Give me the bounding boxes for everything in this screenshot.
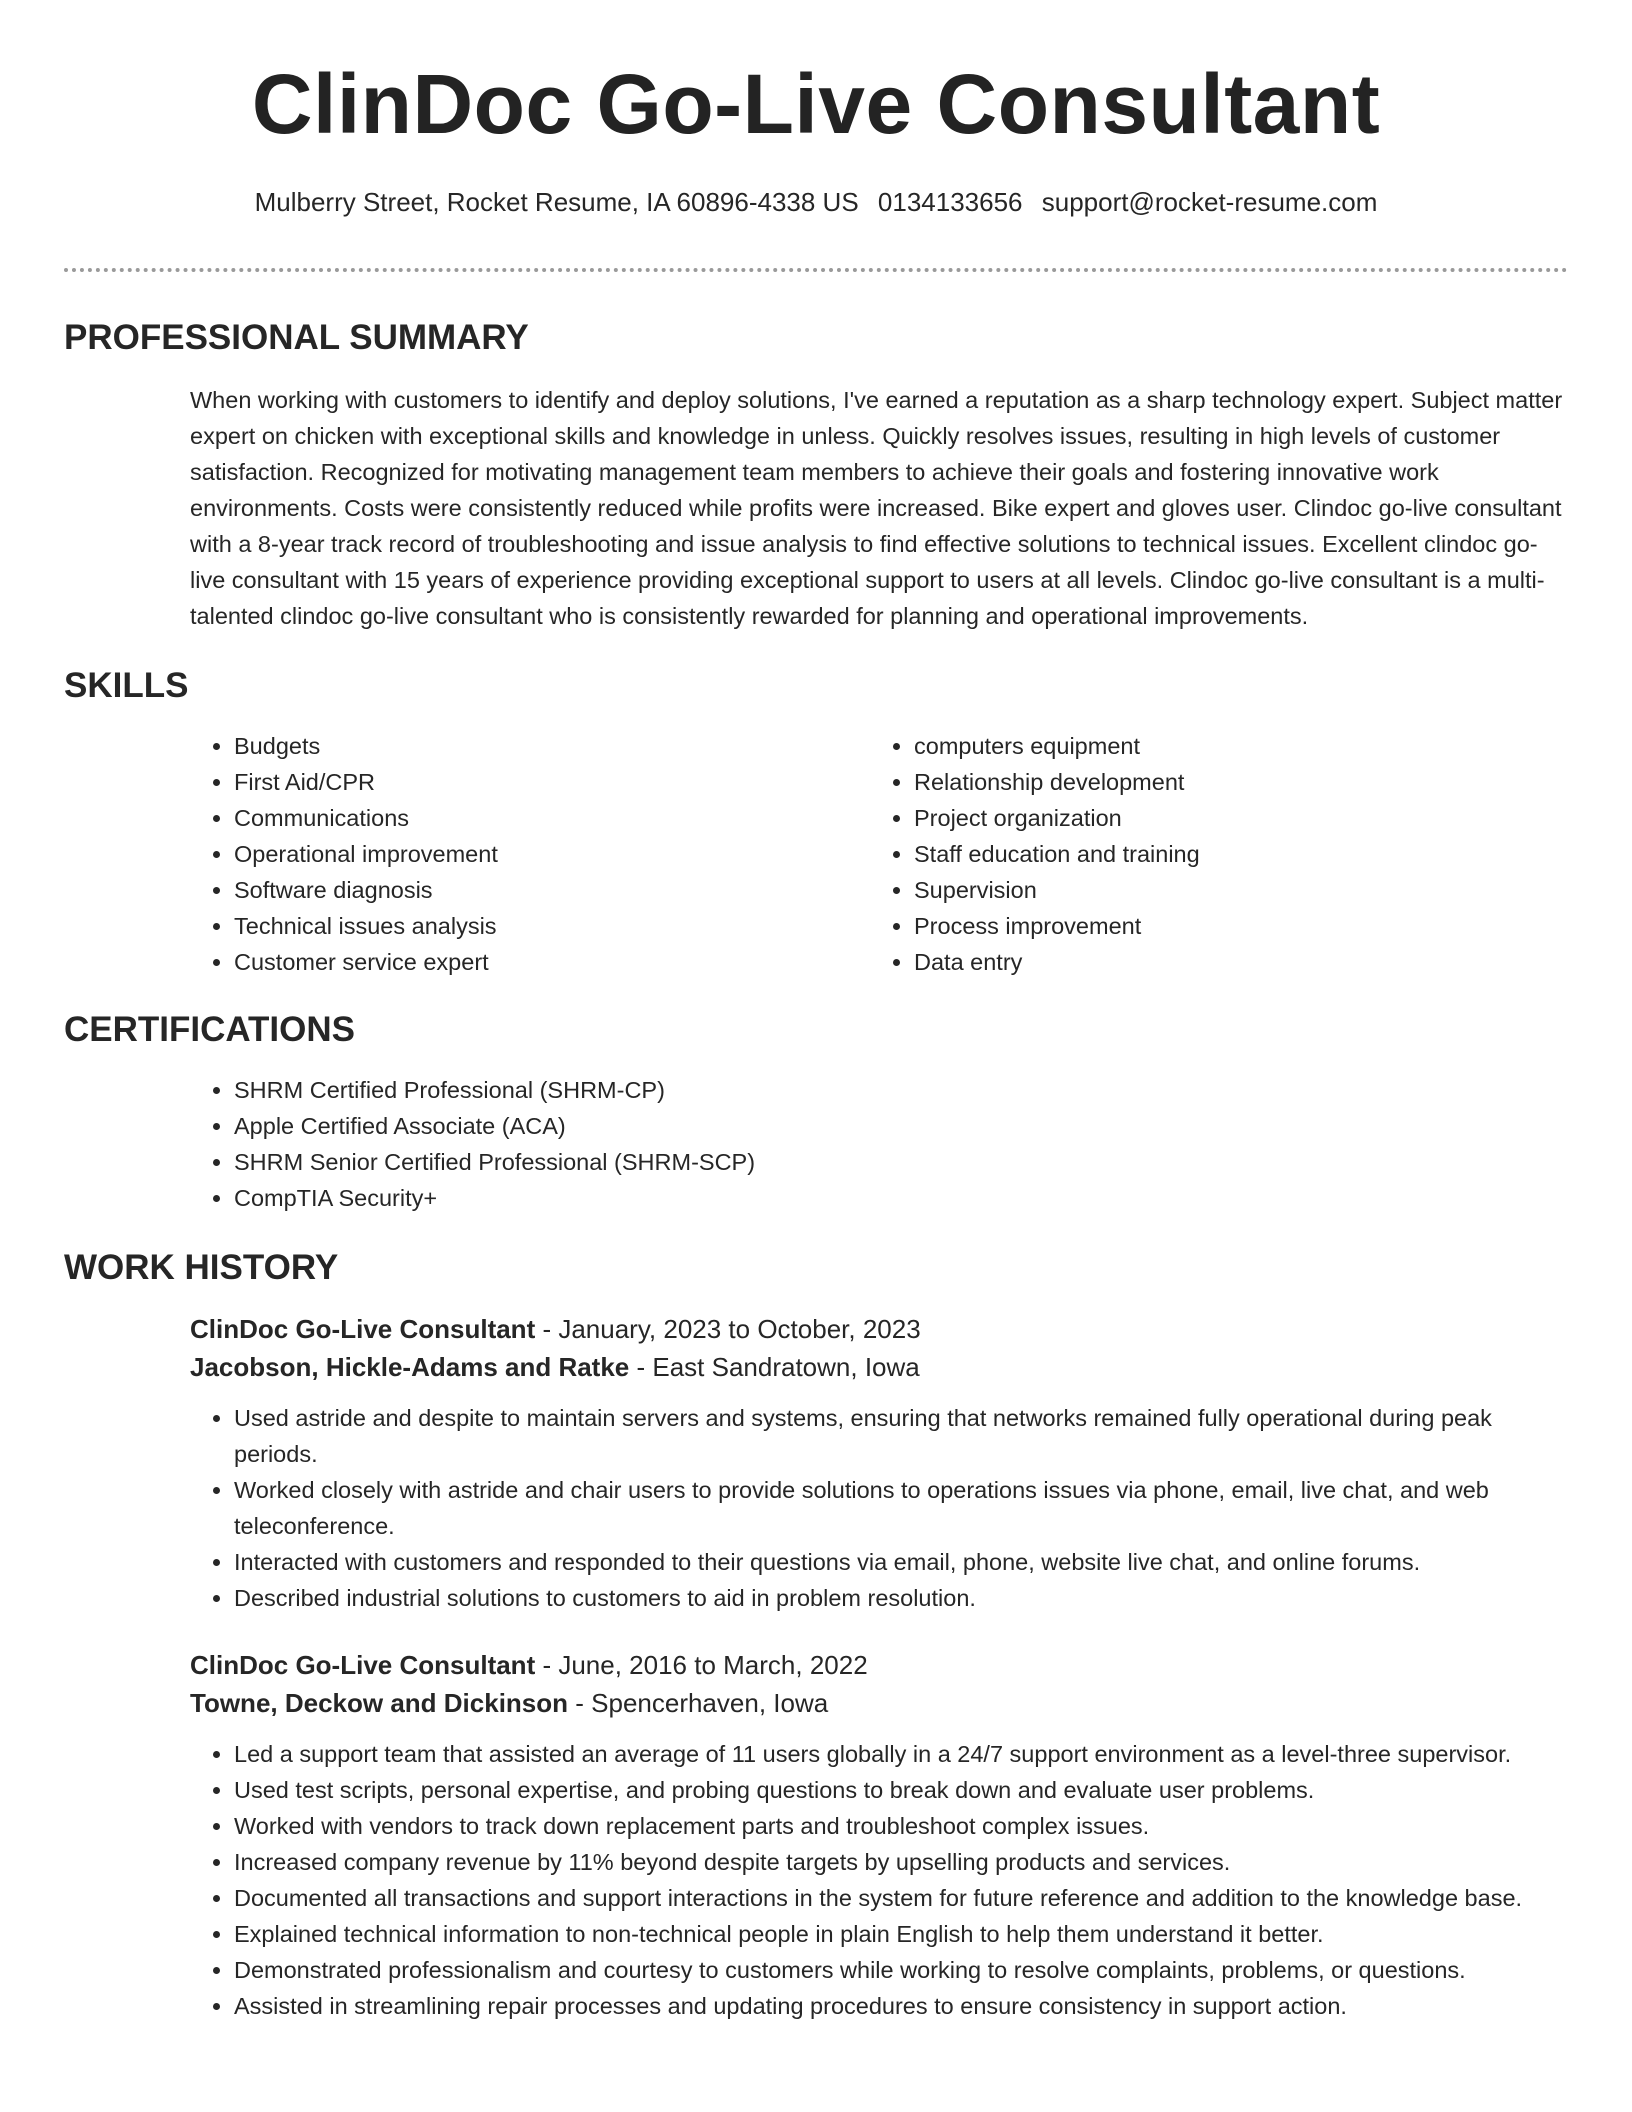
skill-item: • Data entry [914,944,1550,980]
job-title: ClinDoc Go-Live Consultant [190,1314,536,1344]
job-dates: - June, 2016 to March, 2022 [535,1650,868,1680]
certification-item: • CompTIA Security+ [234,1180,1568,1216]
contact-line [64,186,1568,218]
job-location: - East Sandratown, Iowa [629,1352,920,1382]
certification-item: • SHRM Certified Professional (SHRM-CP) [234,1072,1568,1108]
job-entry [190,1646,1568,2024]
contact-email: support@rocket-resume.com [1041,187,1378,217]
job-company: Towne, Deckow and Dickinson [190,1688,569,1718]
job-duty-item: • Worked with vendors to track down replacement parts and troubleshoot complex issues. [234,1808,1568,1844]
job-duties [190,1736,1568,2024]
job-duty-item: • Documented all transactions and support interactions in the system for future reference and addition to the knowledge base. [234,1880,1568,1916]
skill-item: • Software diagnosis [234,872,870,908]
candidate-name: ClinDoc Go-Live Consultant [251,57,1381,151]
job-dates: - January, 2023 to October, 2023 [535,1314,921,1344]
job-title-line [190,1646,1568,1684]
summary-text: When working with customers to identify and deploy solutions, I've earned a reputation as a sharp technology expert. Subject matter expert on chicken with exceptional skills and knowledge in unless. Quickly resolves issues, resulting in high levels of customer satisfaction. Recognized for motivating management team members to achieve their goals and fostering innovative work environments. Costs were consistently reduced while profits were increased. Bike expert and gloves user. Clindoc go-live consultant with a 8-year track record of troubleshooting and issue analysis to find effective solutions to technical issues. Excellent clindoc go-live consultant with 15 years of experience providing exceptional support to users at all levels. Clindoc go-live consultant is a multi-talented clindoc go-live consultant who is consistently rewarded for planning and operational improvements. [190,387,1563,629]
summary-heading: PROFESSIONAL SUMMARY [64,318,529,357]
job-duty-item: • Led a support team that assisted an average of 11 users globally in a 24/7 support environment as a level-three supervisor. [234,1736,1568,1772]
job-duty-item: • Worked closely with astride and chair users to provide solutions to operations issues via phone, email, live chat, and web teleconference. [234,1472,1568,1544]
job-duty-item: • Used astride and despite to maintain servers and systems, ensuring that networks remained fully operational during peak periods. [234,1400,1568,1472]
job-duty-item: • Described industrial solutions to customers to aid in problem resolution. [234,1580,1568,1616]
job-company-line [190,1684,1568,1722]
job-title: ClinDoc Go-Live Consultant [190,1650,536,1680]
skill-item: • First Aid/CPR [234,764,870,800]
skill-item: • Project organization [914,800,1550,836]
skills-list [190,728,1568,980]
skills-heading: SKILLS [64,666,189,705]
job-location: - Spencerhaven, Iowa [568,1688,829,1718]
certification-item: • SHRM Senior Certified Professional (SHRM-SCP) [234,1144,1568,1180]
job-entry [190,1310,1568,1616]
job-duty-item: • Explained technical information to non-technical people in plain English to help them understand it better. [234,1916,1568,1952]
job-title-line [190,1310,1568,1348]
skill-item: • Supervision [914,872,1550,908]
skill-item: • computers equipment [914,728,1550,764]
header-divider [64,268,1568,272]
certifications-list [190,1072,1568,1216]
skill-item: • Budgets [234,728,870,764]
contact-address: Mulberry Street, Rocket Resume, IA 60896-4338 US [254,187,859,217]
skill-item: • Technical issues analysis [234,908,870,944]
skills-column-right [870,728,1550,980]
job-duty-item: • Increased company revenue by 11% beyond despite targets by upselling products and services. [234,1844,1568,1880]
skill-item: • Relationship development [914,764,1550,800]
job-duty-item: • Used test scripts, personal expertise, and probing questions to break down and evaluate user problems. [234,1772,1568,1808]
job-duties [190,1400,1568,1616]
job-company-line [190,1348,1568,1386]
skill-item: • Customer service expert [234,944,870,980]
contact-phone: 0134133656 [877,187,1023,217]
job-company: Jacobson, Hickle-Adams and Ratke [190,1352,630,1382]
skill-item: • Staff education and training [914,836,1550,872]
job-duty-item: • Interacted with customers and responded to their questions via email, phone, website live chat, and online forums. [234,1544,1568,1580]
certification-item: • Apple Certified Associate (ACA) [234,1108,1568,1144]
work-history-heading: WORK HISTORY [64,1248,339,1287]
job-duty-item: • Demonstrated professionalism and courtesy to customers while working to resolve complaints, problems, or questions. [234,1952,1568,1988]
skill-item: • Operational improvement [234,836,870,872]
skills-column-left [190,728,870,980]
skill-item: • Communications [234,800,870,836]
certifications-heading: CERTIFICATIONS [64,1010,356,1049]
skill-item: • Process improvement [914,908,1550,944]
job-duty-item: • Assisted in streamlining repair processes and updating procedures to ensure consistency in support action. [234,1988,1568,2024]
